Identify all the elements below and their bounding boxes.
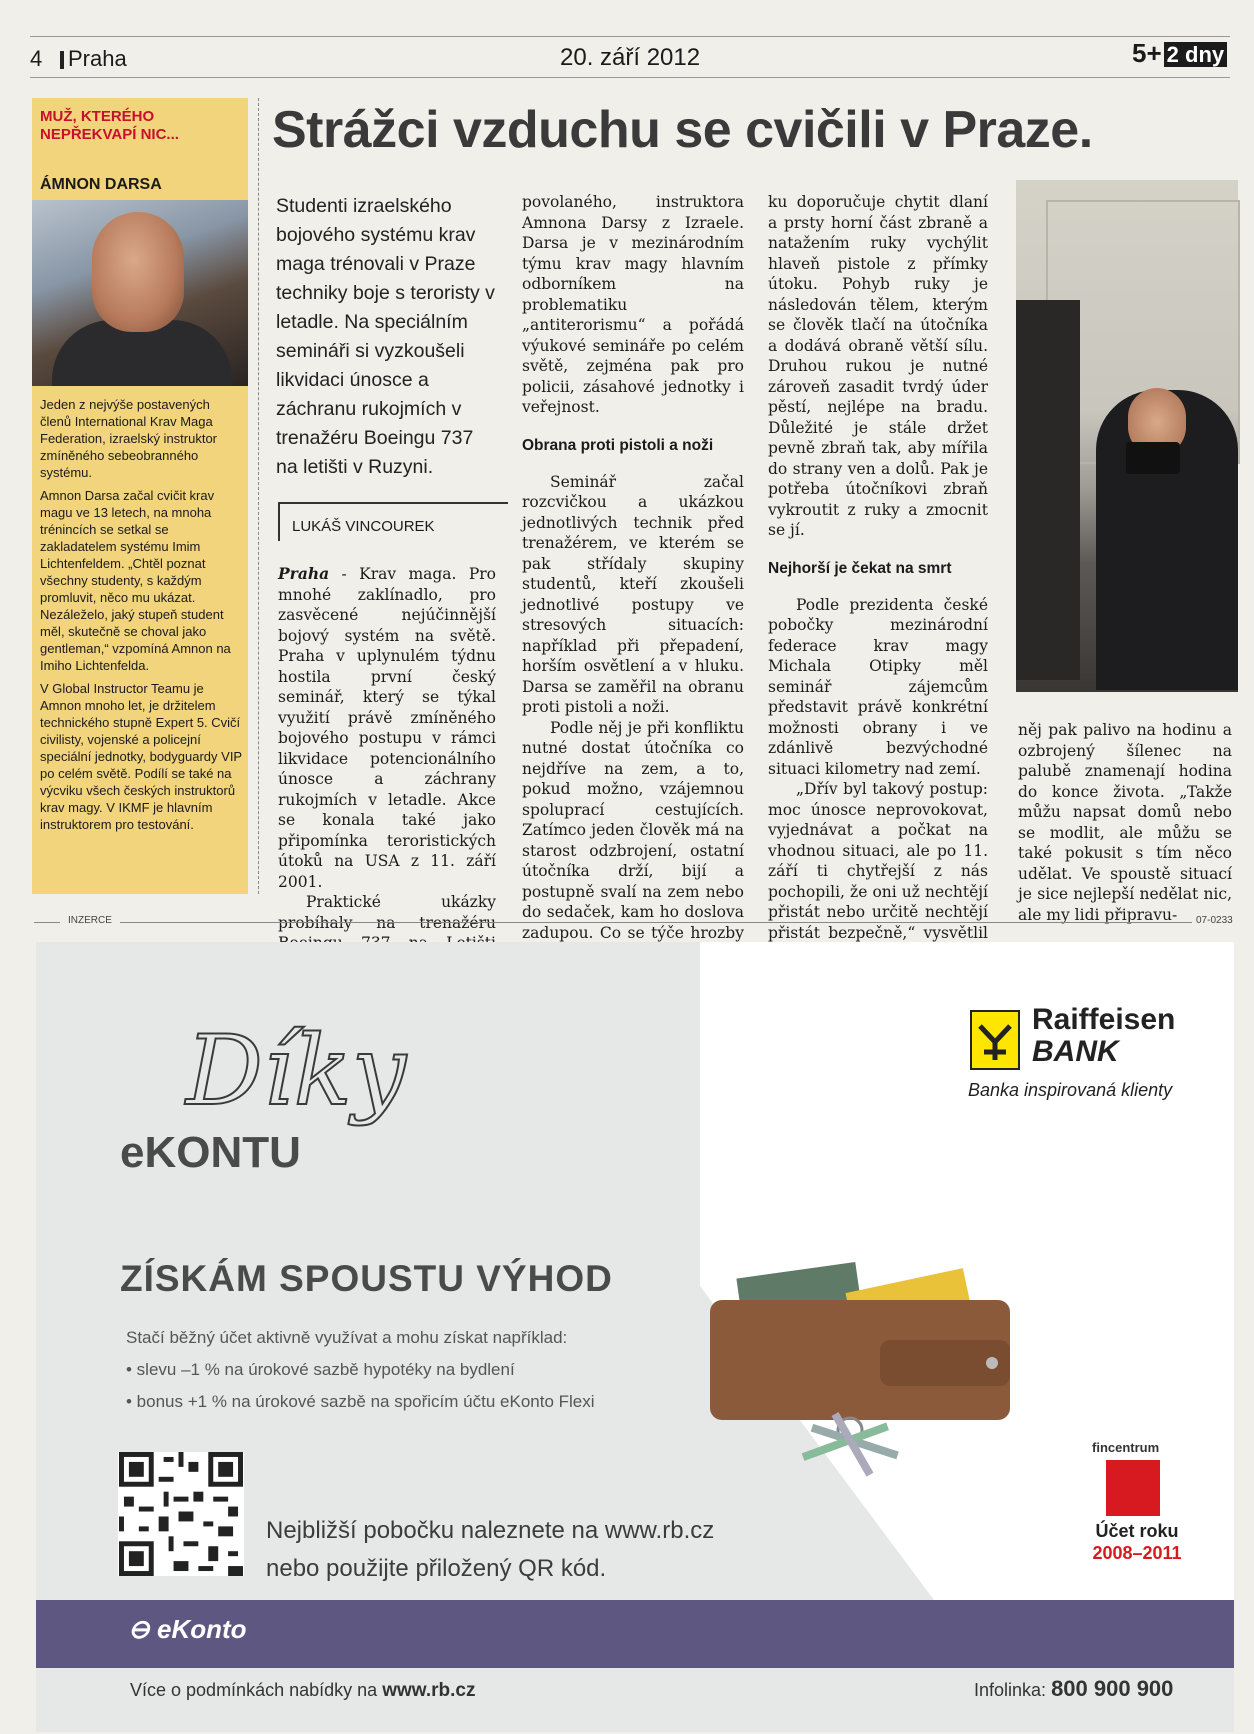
ekonto-logo-text: eKonto [157, 1614, 247, 1644]
article-paragraph: ku doporučuje chytit dlaní a prsty horní část zbraně a natažením ruky vychýlit hlaveň pistole z přímky útoku. Pohyb ruky je následován tělem, kterým se člověk tlačí na útočníka a dodává obraně větší sílu. Druhou rukou je nutné zároveň zasadit tvrdý úder pěstí, nejlépe na bradu. Důležité je stále držet pevně zbraň tak, aby mířila do strany ven a dolů. Pak je potřeba útočníkovi zbraň vykroutit z ruky a zmocnit se jí. [768, 193, 988, 539]
qr-code[interactable] [118, 1452, 244, 1576]
ad-bullet: • slevu –1 % na úrokové sazbě hypotéky na bydlení [126, 1360, 515, 1379]
ad-infoline-label: Infolinka: [974, 1680, 1047, 1700]
sidebar-paragraph: Jeden z nejvýše postavených členů International Krav Maga Federation, izraelský instruktor zmíněného sebeobranného systému. [40, 397, 218, 480]
bank-name [1032, 1004, 1175, 1068]
article-subheading: Obrana proti pistoli a noži [522, 436, 714, 454]
diky-script-text: Díky [186, 1015, 407, 1127]
issue-date: 20. září 2012 [560, 44, 701, 71]
ad-separator [34, 922, 1232, 923]
ad-product-name: eKONTU [120, 1128, 301, 1177]
article-photo [1016, 180, 1238, 692]
sidebar-paragraph: Amnon Darsa začal cvičit krav magu ve 13 letech, na mnoha trénincích se setkal se zakladatelem systému Imim Lichtenfeldem. „Chtěl poznat všechny studenty, s každým promluvit, něco mu ukázat. Nezáleželo, jaký stupeň student měl, skutečně se choval jako gentleman,“ vzpomíná Amnon na Imiho Lichtenfelda. [40, 488, 231, 673]
ad-conditions-text: Více o podmínkách nabídky na [130, 1680, 378, 1700]
raiffeisen-cross-icon [970, 1010, 1020, 1070]
ad-intro: Stačí běžný účet aktivně využívat a mohu získat například: [126, 1328, 568, 1347]
article-column-3 [768, 192, 988, 964]
dateline-city: Praha [278, 564, 330, 583]
page-number: 4 [30, 46, 43, 71]
ad-branch-info [266, 1512, 786, 1588]
ekonto-symbol-icon: ⊖ [128, 1614, 158, 1644]
award-source: fincentrum [1092, 1440, 1160, 1455]
article-paragraph: „Dřív byl takový postup: moc únosce neprovokovat, vyjednávat a počkat na vhodnou situaci, ale po 11. září ti chytřejší z nás pochopili, že oni už nechtějí přistát nebo určitě nechtějí přistát bezpečně,“ vysvětlil [768, 780, 988, 942]
article-subheading: Nejhorší je čekat na smrt [768, 559, 952, 577]
diky-script-logo [176, 1004, 476, 1134]
article-paragraph: Praha - Krav maga. Pro mnohé zaklínadlo, pro zasvěcené nejúčinnější bojový systém na světě. Praha v uplynulém týdnu hostila první český seminář, který se týkal využití právě zmíněného bojového postupu v rámci likvidace potencionálního únosce a záchrany rukojmích v letadle. Akce se konala také jako připomínka teroristických útoků na USA z 11. září 2001. [278, 564, 496, 891]
ad-infoline [974, 1676, 1173, 1702]
article-byline: LUKÁŠ VINCOUREK [278, 502, 508, 541]
sidebar-person-name: ÁMNON DARSA [40, 176, 162, 193]
ekonto-logo [128, 1614, 247, 1645]
sidebar-text [40, 396, 242, 839]
article-column-1 [278, 564, 496, 995]
masthead-logo-text: 5+ [1132, 38, 1162, 68]
article-paragraph: Seminář začal rozcvičkou a ukázkou jednotlivých technik před trenažérem, ve kterém se pak střídaly skupiny studentů, kteří zkoušeli jednotlivé postupy ve stresových situacích: například při přepadení, horším osvětlení a v hluku. Darsa se zaměřil na obranu proti pistoli a noži. [522, 472, 744, 716]
masthead-logo-box: 2 dny [1164, 42, 1227, 67]
ad-conditions [130, 1680, 475, 1702]
article-title: Strážci vzduchu se cvičili v Praze. [272, 101, 1093, 159]
ad-branch-line: nebo použijte přiložený QR kód. [266, 1555, 607, 1582]
article-column-4 [1018, 720, 1232, 925]
award-badge-icon [1106, 1460, 1160, 1516]
bank-name-line: BANK [1032, 1035, 1119, 1068]
ad-code: 07-0233 [1192, 915, 1237, 926]
masthead-logo [1132, 38, 1227, 69]
award-title: Účet roku [1095, 1521, 1179, 1541]
section-name: Praha [68, 46, 127, 71]
article-paragraph: povolaného, instruktora Amnona Darsy z Izraele. Darsa je v mezinárodním týmu krav magy hlavním odborníkem na problematiku „antiterorismu“ a pořádá výukové semináře po celém světě, zejména pak pro policii, zásahové jednotky i veřejnost. [522, 193, 744, 416]
sidebar-portrait-photo [32, 200, 248, 386]
article-paragraph: něj pak palivo na hodinu a ozbrojený šílenec na palubě znamenají hodina do konce života. „Takže můžu napsat domů nebo se modlit, ale můžu se také pokusit s tím něco udělat. Ve spoustě situací je sice nejlepší nedělat nic, ale my lidi připravu- [1018, 721, 1232, 924]
bank-slogan: Banka inspirovaná klienty [968, 1080, 1173, 1100]
wallet-illustration [700, 1260, 1040, 1480]
column-divider [258, 98, 259, 894]
award-text [1082, 1520, 1192, 1564]
sidebar-paragraph: V Global Instructor Teamu je Amnon mnoho let, je držitelem technického stupně Expert 5. Cvičí civilisty, vojenské a policejní speciální jednotky, bodyguardy VIP po celém světě. Podílí se také na výcviku všech českých instruktorů krav magy. V IKMF je hlavním instruktorem pro testování. [40, 681, 242, 832]
article-column-2 [522, 192, 744, 984]
award-years: 2008–2011 [1092, 1543, 1182, 1563]
ad-label: INZERCE [60, 915, 120, 926]
ad-branch-line: Nejbližší pobočku naleznete na www.rb.cz [266, 1517, 715, 1544]
bank-name-line: Raiffeisen [1032, 1003, 1176, 1036]
ad-bullet: • bonus +1 % na úrokové sazbě na spořicím účtu eKonto Flexi [126, 1392, 595, 1411]
article-paragraph: Praktické ukázky probíhaly na trenažéru [278, 893, 496, 932]
sidebar-kicker: MUŽ, KTERÉHO NEPŘEKVAPÍ NIC... [40, 108, 179, 143]
ad-conditions-link[interactable]: www.rb.cz [382, 1680, 476, 1701]
article-paragraph: Podle prezidenta české pobočky mezinárodní federace krav magy Michala Otipky měl seminář zájemcům představit právě konkrétní možnosti obrany i ve zdánlivě bezvýchodné situaci kilometry nad zemí. [768, 595, 988, 778]
article-paragraph: Podle něj je při konfliktu nutné dostat útočníka co nejdříve na zem, a to, pokud možno, vzájemnou spoluprací cestujících. Zatímco jeden člověk má na starost odzbrojení, ostatní útočníka drží, bijí a postupně svalí na zem nebo do sedaček, kam ho doslova zadupou. Co se týče hrozby [522, 718, 744, 942]
ad-infoline-number: 800 900 900 [1051, 1676, 1174, 1701]
ad-headline: ZÍSKÁM SPOUSTU VÝHOD [120, 1258, 613, 1299]
article-lead: Studenti izraelského bojového systému krav maga trénovali v Praze techniky boje s teroristy v letadle. Na speciálním semináři si vyzkoušeli likvidaci únosce a záchranu rukojmích v trenažéru Boeingu 737 na letišti v Ruzyni. [276, 195, 495, 478]
